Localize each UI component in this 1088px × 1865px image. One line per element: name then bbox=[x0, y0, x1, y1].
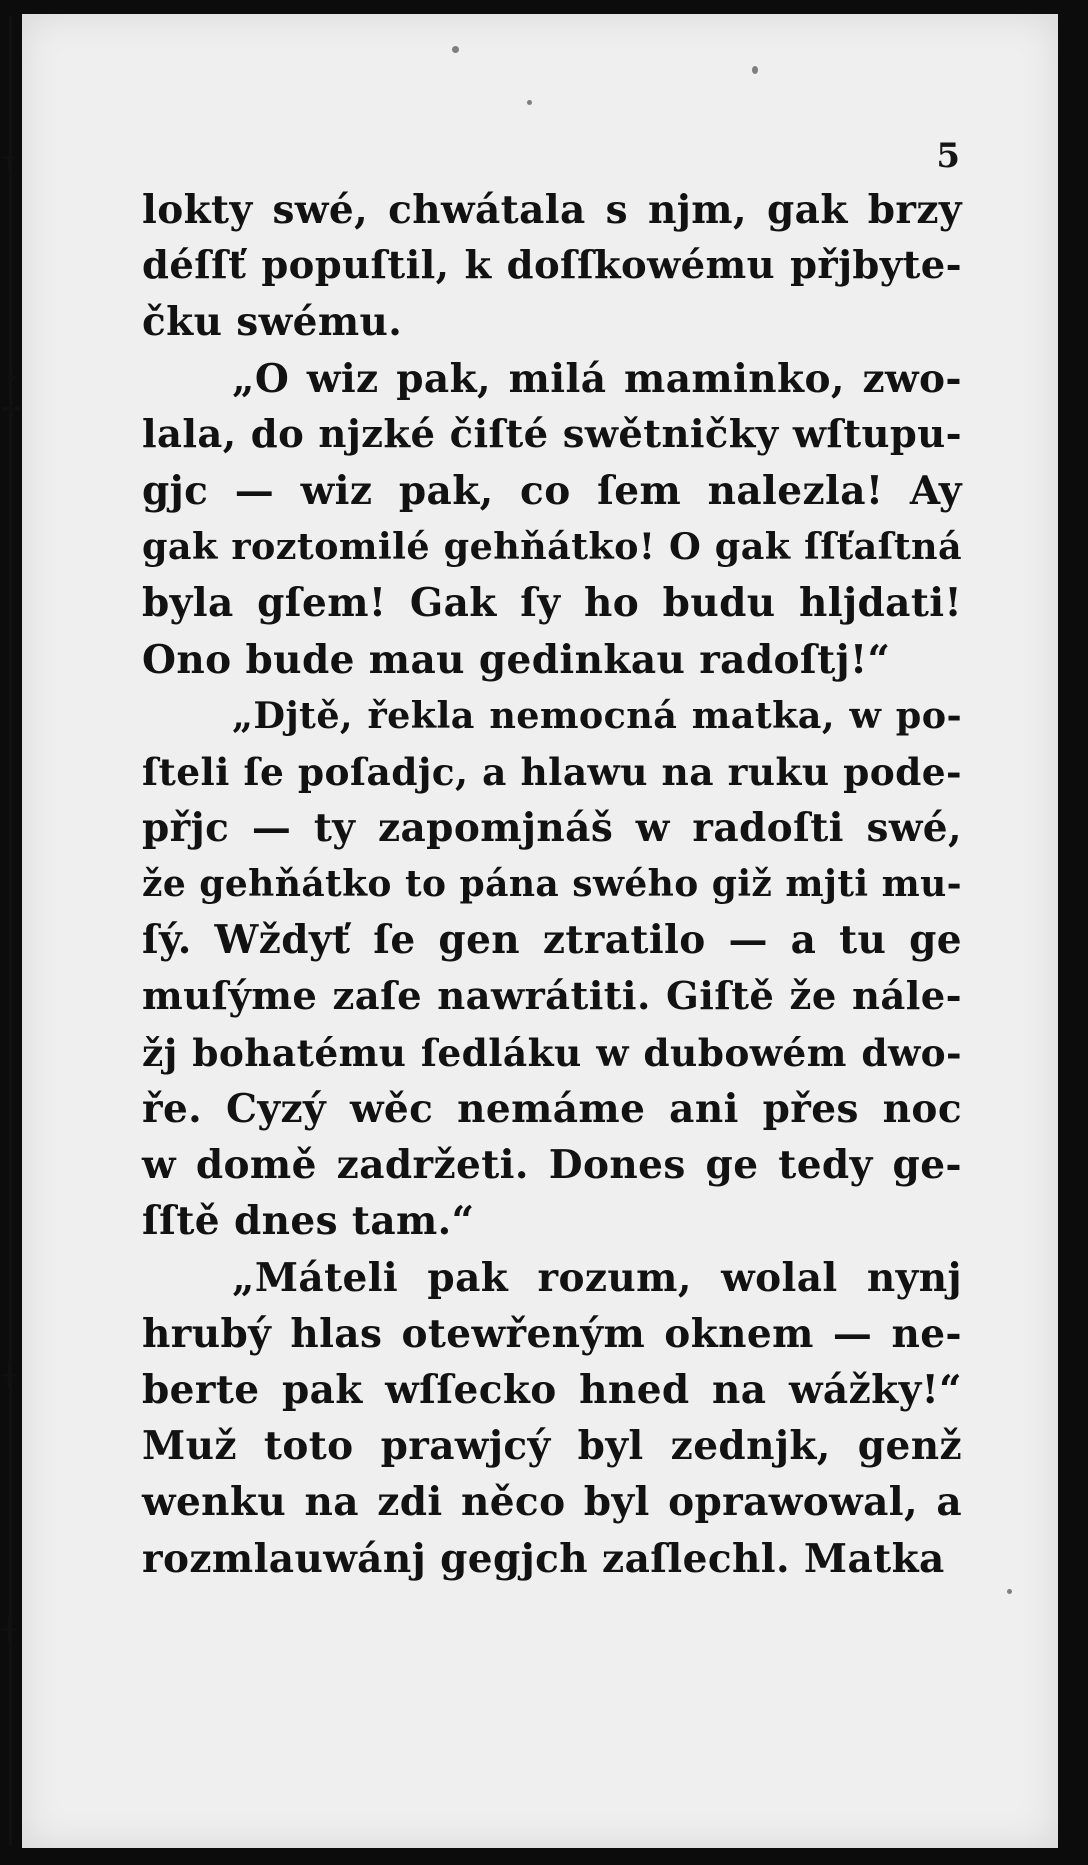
text-line: „O wiz pak, milá maminko, zwo- bbox=[232, 355, 962, 402]
text-line: přjc — ty zapomjnáš w radoſti swé, bbox=[142, 805, 962, 852]
paper-speck bbox=[527, 100, 532, 105]
text-line: ſſtě dnes tam.“ bbox=[142, 1198, 475, 1245]
paper-speck bbox=[452, 46, 459, 53]
text-line: ſteli ſe poſadjc, a hlawu na ruku pode- bbox=[142, 749, 962, 794]
margin-tick-mark: ┬ bbox=[2, 146, 16, 171]
text-line: gjc — wiz pak, co ſem nalezla! Ay bbox=[142, 467, 962, 514]
text-line: ře. Cyzý wěc nemáme ani přes noc bbox=[142, 1086, 962, 1132]
text-line: wenku na zdi něco byl oprawowal, a bbox=[142, 1479, 962, 1526]
margin-tick-mark: ┼ bbox=[2, 1618, 16, 1643]
text-line: byla gſem! Gak ſy ho budu hljdati! bbox=[142, 580, 962, 627]
margin-tick-mark: ┼ bbox=[2, 1364, 16, 1389]
margin-arrow-mark: ↓ bbox=[2, 362, 21, 387]
text-line: čku swému. bbox=[142, 299, 403, 346]
text-line: že gehňátko to pána swého giž mjti mu- bbox=[142, 863, 962, 906]
text-line: „Djtě, řekla nemocná matka, w po- bbox=[232, 693, 962, 737]
text-line: Muž toto prawjcý byl zednjk, genž bbox=[142, 1423, 962, 1470]
text-line: w domě zadržeti. Dones ge tedy ge- bbox=[142, 1142, 962, 1189]
text-line: Ono bude mau gedinkau radoſtj!“ bbox=[142, 636, 891, 683]
body-text bbox=[142, 182, 962, 1587]
text-line: rozmlauwánj gegjch zaſlechl. Matka bbox=[142, 1535, 945, 1582]
text-line: ſý. Wždyť ſe gen ztratilo — a tu ge bbox=[142, 917, 962, 964]
text-line: žj bohatému ſedláku w dubowém dwo- bbox=[142, 1030, 962, 1075]
book-page bbox=[22, 14, 1058, 1848]
margin-binding-rule bbox=[9, 16, 12, 1846]
text-line: gak roztomilé gehňátko! O gak ſſťaſtná bbox=[142, 525, 962, 569]
paper-speck bbox=[752, 66, 758, 74]
text-line: hrubý hlas otewřeným oknem — ne- bbox=[142, 1310, 962, 1357]
text-line: berte pak wſſecko hned na wážky!“ bbox=[142, 1366, 962, 1413]
text-line: lokty swé, chwátala s njm, gak brzy bbox=[142, 187, 962, 233]
page-number: 5 bbox=[936, 136, 960, 176]
text-line: déſſť popuſtil, k doſſkowému přjbyte- bbox=[142, 243, 962, 289]
text-line: muſýme zaſe nawrátiti. Giſtě že nále- bbox=[142, 973, 962, 1019]
text-line: lala, do njzké čiſté swětničky wſtupu- bbox=[142, 411, 962, 457]
text-line: „Máteli pak rozum, wolal nynj bbox=[232, 1254, 962, 1301]
margin-blot-mark: ✣ bbox=[2, 398, 21, 423]
paper-speck bbox=[1007, 1589, 1012, 1594]
